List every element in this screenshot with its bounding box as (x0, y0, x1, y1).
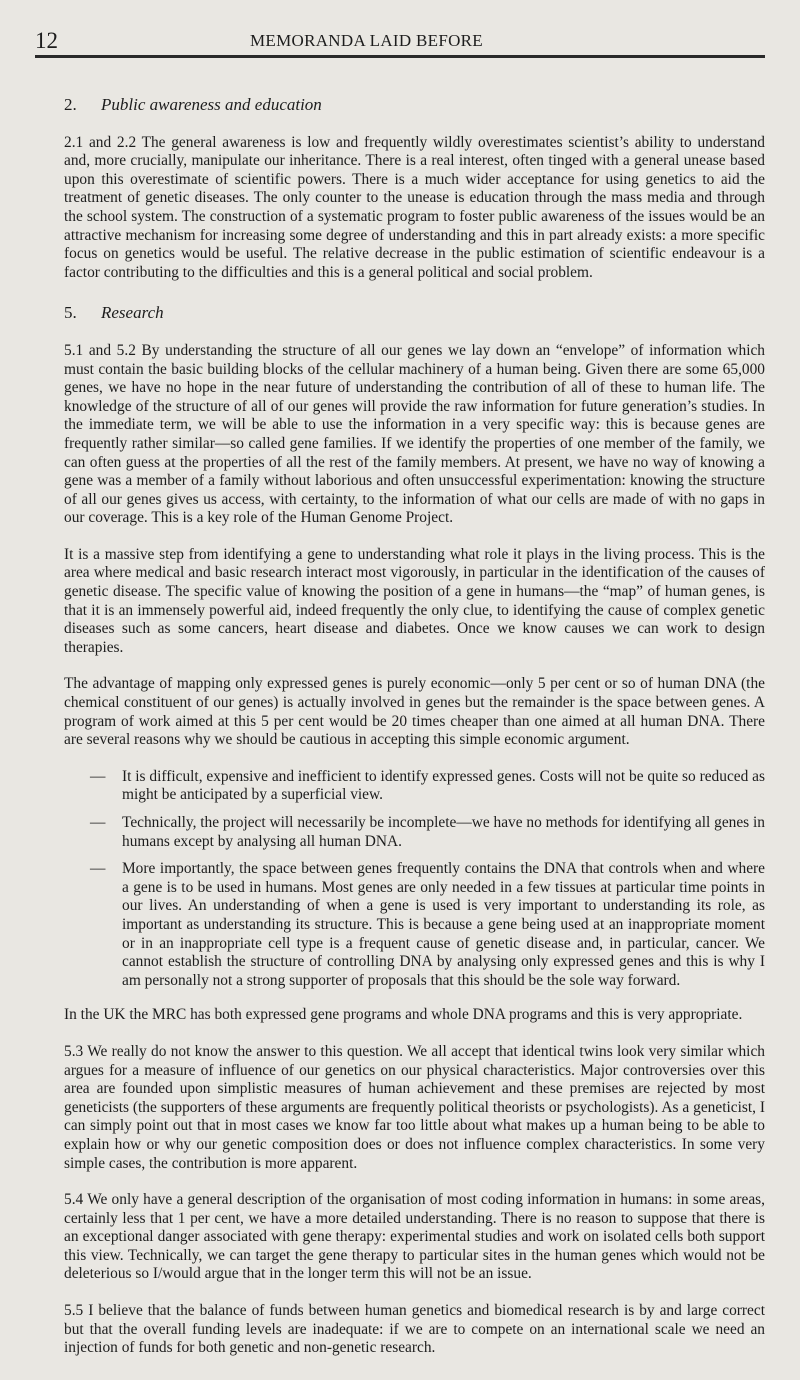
paragraph-5-4: 5.4 We only have a general description of the organisation of most coding information in humans: in some areas, certainly less that 1 per cent, we have a more detailed understanding. There is no reason to suppose that there is an exceptional danger associated with gene therapy: experimental studies and work on isolated cells both support this view. Technically, we can target the gene therapy to particular sites in the human genes which would not be deleterious so I/would argue that in the longer term this will not be an issue. (64, 1191, 765, 1283)
paragraph-mrc: In the UK the MRC has both expressed gene programs and whole DNA programs and this is very appropriate. (64, 1006, 743, 1024)
section-title: Research (101, 303, 164, 323)
paragraph-5-5: 5.5 I believe that the balance of funds between human genetics and biomedical research is by and large correct but that the overall funding levels are inadequate: if we are to compete on an international scale we need an injection of funds for both genetic and non-genetic research. (64, 1302, 765, 1357)
paragraph-gene-role: It is a massive step from identifying a gene to understanding what role it plays in the living process. This is the area where medical and basic research interact most vigorously, in particular in the identification of the causes of genetic disease. The specific value of knowing the position of a gene in humans—the “map” of human genes, is that it is an immensely powerful aid, indeed frequently the only clue, to identifying the cause of complex genetic diseases such as some cancers, heart disease and diabetes. Once we know causes we can work to design therapies. (64, 545, 765, 656)
section-number: 5. (64, 303, 77, 323)
paragraph-mapping-advantage: The advantage of mapping only expressed genes is purely economic—only 5 per cent or so of human DNA (the chemical constituent of our genes) is actually involved in genes but the remainder is the space between genes. A program of work aimed at this 5 per cent would be 20 times cheaper than one aimed at all human DNA. There are several reasons why we should be cautious in accepting this simple economic argument. (64, 675, 765, 749)
paragraph-5-3: 5.3 We really do not know the answer to this question. We all accept that identical twins look very similar which argues for a measure of influence of our genetics on our physical characteristics. Major controversies over this area are founded upon simplistic measures of human achievement and these premises are rejected by most geneticists (the supporters of these arguments are frequently political theorists or psychologists). As a geneticist, I can simply point out that in most cases we know far too little about what makes up a human being to be able to explain how or why our genetic composition does or does not influence complex characteristics. In some very simple cases, the contribution is more apparent. (64, 1042, 765, 1172)
section-number: 2. (64, 95, 77, 114)
section-heading (64, 304, 765, 323)
list-item: — It is difficult, expensive and inefficient to identify expressed genes. Costs will not be quite so reduced as might be anticipated by a superficial view. (122, 768, 765, 805)
page-number: 12 (35, 28, 58, 53)
page-header (35, 28, 765, 58)
list-item: — Technically, the project will necessarily be incomplete—we have no methods for identifying all genes in humans except by analysing all human DNA. (122, 814, 765, 851)
reasons-list (64, 768, 765, 991)
paragraph-2-1: 2.1 and 2.2 The general awareness is low and frequently wildly overestimates scientist’s ability to understand and, more crucially, manipulate our inheritance. There is a real interest, often tinged with a general unease based upon this overestimate of scientific powers. There is a much wider acceptance for using genetics to aid the treatment of genetic diseases. The only counter to the unease is education through the mass media and through the school system. The construction of a systematic program to foster public awareness of the issues would be an attractive mechanism for increasing some degree of understanding and this in part already exists: a more specific focus on genetics would be useful. The relative decrease in the public estimation of scientific endeavour is a factor contributing to the difficulties and this is a general political and social problem. (64, 133, 765, 281)
section-public-awareness (64, 96, 765, 282)
header-rule (35, 55, 765, 58)
list-item: — More importantly, the space between genes frequently contains the DNA that controls when and where a gene is to be used in humans. Most genes are only needed in a few tissues at particular time points in our lives. An understanding of when a gene is used is very important to understanding its role, as important as understanding its structure. This is because a gene being used at an inappropriate moment or in an inappropriate cell type is a frequent cause of genetic disease and, in particular, cancer. We cannot establish the structure of controlling DNA by analysing only expressed genes and this is why I am personally not a strong supporter of proposals that this should be the sole way forward. (122, 860, 765, 990)
running-head: MEMORANDA LAID BEFORE (250, 31, 483, 50)
document-body (64, 96, 765, 1380)
section-title: Public awareness and education (101, 95, 322, 114)
section-research (64, 304, 765, 1358)
paragraph-5-1: 5.1 and 5.2 By understanding the structure of all our genes we lay down an “envelope” of information which must contain the basic building blocks of the cellular machinery of a human being. Given there are some 65,000 genes, we have no hope in the near future of understanding the contribution of all of these to human life. The knowledge of the structure of all of our genes will provide the raw information for future generation’s studies. In the immediate term, we will be able to use the information in a very specific way: this is because genes are frequently rather similar—so called gene families. If we identify the properties of one member of the family, we can often guess at the properties of all the rest of the family members. At present, we have no way of knowing a gene was a member of a family without laborious and often unsuccessful experimentation: knowing the structure of all our genes gives us access, with certainty, to the information of what our cells are made of with no gaps in our coverage. This is a key role of the Human Genome Project. (64, 341, 765, 527)
section-heading (64, 96, 765, 115)
